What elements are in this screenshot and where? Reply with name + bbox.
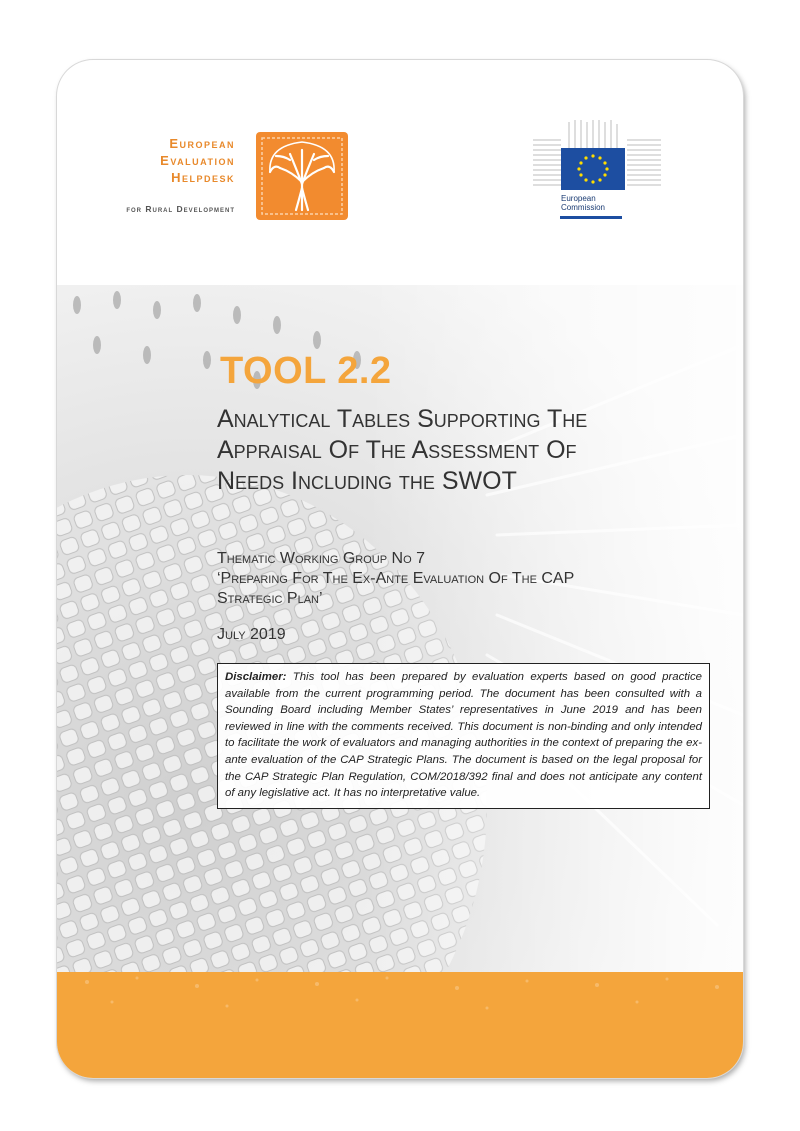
eeh-line-3: Helpdesk <box>171 170 235 185</box>
eeh-wordmark <box>97 135 235 186</box>
subtitle-line-2: Appraisal Of The Assessment Of <box>217 436 577 464</box>
subtitle-line-3: Needs Including the SWOT <box>217 467 517 495</box>
publication-date: July 2019 <box>217 626 286 643</box>
ec-underline <box>560 216 622 219</box>
subtitle-line-1: Analytical Tables Supporting The <box>217 405 588 433</box>
disclaimer-text: This tool has been prepared by evaluation experts based on good practice available from the current programming period. The document has been consulted with a Sounding Board including Member States’ representatives in June 2019 and has been reviewed in line with the comments received. This document is non-binding and only intended to facilitate the work of evaluators and managing authorities in the context of preparing the ex-ante evaluation of the CAP Strategic Plans. The document is based on the legal proposal for the CAP Strategic Plan Regulation, COM/2018/392 final and does not anticipate any content of any legislative act. It has no interpretative value. <box>225 671 702 800</box>
ec-name-line-1: European <box>561 194 596 203</box>
twg-line-3: Strategic Plan’ <box>217 590 323 607</box>
sunflower-background <box>57 285 743 975</box>
disclaimer-box <box>217 663 710 809</box>
eeh-line-1: European <box>169 136 235 151</box>
eeh-subline: for Rural Development <box>126 204 235 214</box>
working-group <box>217 549 697 609</box>
eeh-line-2: Evaluation <box>160 153 235 168</box>
cover-page <box>57 60 743 1078</box>
twg-line-1: Thematic Working Group No 7 <box>217 550 425 567</box>
tool-title: TOOL 2.2 <box>220 350 392 392</box>
sunflower-texture <box>57 285 743 975</box>
document-subtitle <box>217 404 717 497</box>
tree-icon <box>256 132 348 220</box>
orange-footer-band <box>57 972 743 1078</box>
ec-name <box>561 194 605 212</box>
twg-line-2: ‘Preparing For The Ex-Ante Evaluation Of The CAP <box>217 570 575 587</box>
footer-texture <box>57 972 743 1078</box>
ec-name-line-2: Commission <box>561 203 606 212</box>
disclaimer-label: Disclaimer: <box>225 671 287 683</box>
